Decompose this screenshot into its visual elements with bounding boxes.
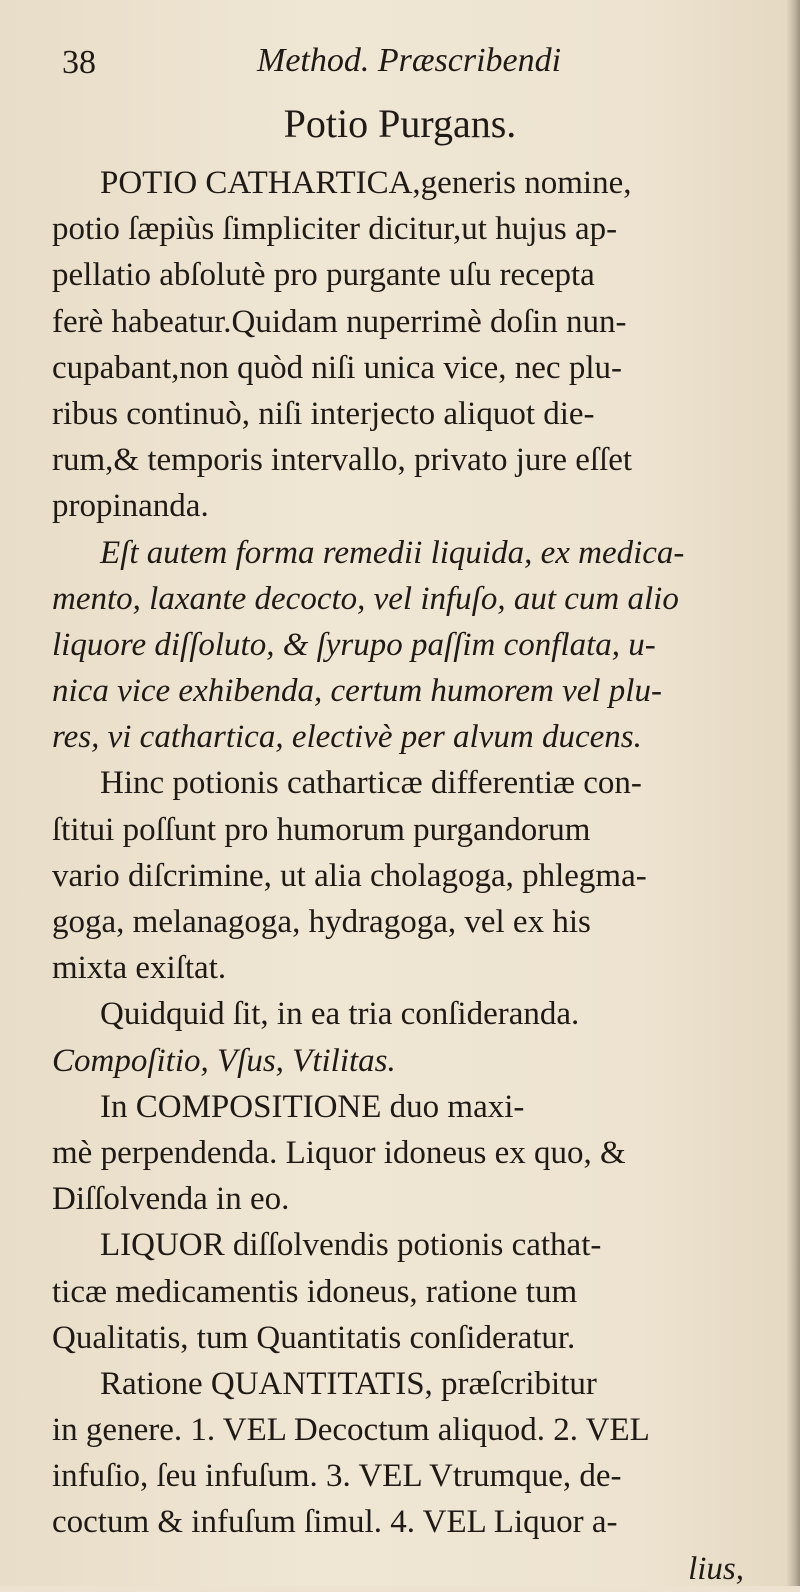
section-title: Potio Purgans. bbox=[283, 101, 517, 146]
page-edge-shadow bbox=[786, 0, 800, 1586]
text-line: Diſſolvenda in eo. bbox=[52, 1181, 290, 1218]
text-line: Quidquid ſit, in ea tria conſideranda. bbox=[100, 996, 580, 1033]
text-line: coctum & infuſum ſimul. 4. VEL Liquor a- bbox=[52, 1504, 618, 1541]
text-line: res, vi cathartica, electivè per alvum ducens. bbox=[52, 719, 642, 756]
text-line: mixta exiſtat. bbox=[52, 950, 227, 987]
text-line: nica vice exhibenda, certum humorem vel plu- bbox=[52, 673, 662, 710]
text-line: mento, laxante decocto, vel infuſo, aut cum alio bbox=[52, 580, 679, 617]
text-line: Qualitatis, tum Quantitatis conſideratur. bbox=[52, 1319, 576, 1356]
text-line: ſtitui poſſunt pro humorum purgandorum bbox=[52, 811, 591, 848]
text-line: propinanda. bbox=[52, 488, 209, 525]
text-line: cupabant,non quòd niſi unica vice, nec plu- bbox=[52, 349, 622, 386]
body-text bbox=[52, 160, 772, 1592]
text-line: goga, melanagoga, hydragoga, vel ex his bbox=[52, 904, 591, 940]
text-line: ticæ medicamentis idoneus, ratione tum bbox=[52, 1273, 578, 1310]
text-line: vario diſcrimine, ut alia cholagoga, phlegma- bbox=[52, 857, 647, 894]
text-line: ferè habeatur.Quidam nuperrimè doſin nun- bbox=[52, 303, 627, 340]
text-line: Eſt autem forma remedii liquida, ex medica- bbox=[100, 534, 685, 571]
text-line: Ratione QUANTITATIS, præſcribitur bbox=[100, 1365, 597, 1402]
text-line: rum,& temporis intervallo, privato jure eſſet bbox=[52, 442, 633, 479]
text-line: liquore diſſoluto, & ſyrupo paſſim conflata, u- bbox=[52, 626, 656, 663]
page-number: 38 bbox=[62, 44, 96, 81]
text-line: infuſio, ſeu infuſum. 3. VEL Vtrumque, de- bbox=[52, 1458, 622, 1495]
text-line: Hinc potionis catharticæ differentiæ con- bbox=[100, 765, 642, 802]
text-line: ribus continuò, niſi interjecto aliquot die- bbox=[52, 395, 595, 432]
text-line: pellatio abſolutè pro purgante uſu recepta bbox=[52, 257, 595, 294]
text-line: LIQUOR diſſolvendis potionis cathat- bbox=[100, 1227, 602, 1264]
text-line: POTIO CATHARTICA,generis nomine, bbox=[100, 165, 632, 201]
text-line: potio ſæpiùs ſimpliciter dicitur,ut hujus ap- bbox=[52, 211, 618, 248]
catchword: lius, bbox=[688, 1550, 744, 1587]
text-line: Compoſitio, Vſus, Vtilitas. bbox=[52, 1042, 396, 1079]
text-line: in genere. 1. VEL Decoctum aliquod. 2. VEL bbox=[52, 1412, 650, 1449]
running-head: Method. Præscribendi bbox=[257, 42, 562, 79]
page-header bbox=[62, 38, 752, 88]
text-line: In COMPOSITIONE duo maxi- bbox=[100, 1088, 525, 1125]
text-line: mè perpendenda. Liquor idoneus ex quo, & bbox=[52, 1134, 626, 1171]
